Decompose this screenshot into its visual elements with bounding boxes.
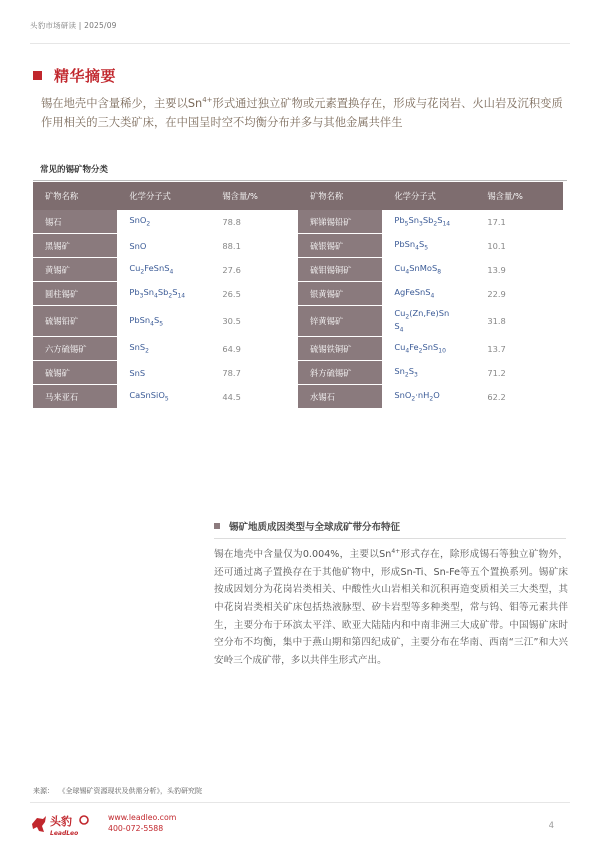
source-note (33, 786, 202, 796)
chemical-formula-cell: $Pb_5Sn_3Sb_2S_{14}$ (382, 210, 475, 234)
chemical-formula-cell: $PbSn_4S_5$ (382, 234, 475, 258)
source-label: 来源： (33, 787, 54, 795)
section-title (33, 65, 116, 86)
table-row (33, 337, 563, 361)
tin-content-cell: 13.7 (475, 337, 563, 361)
chemical-formula-cell: SnS$_2$ (117, 337, 210, 361)
contact-info (108, 812, 176, 834)
feature-divider (214, 538, 566, 539)
table-row (33, 210, 563, 234)
tin-content-cell: 64.9 (210, 337, 298, 361)
mineral-name-cell: 水锡石 (298, 385, 382, 409)
chemical-formula-cell: $Cu_2(Zn,Fe)Sn$ $S_4$ (382, 306, 475, 337)
table-row (33, 306, 563, 337)
mineral-name-cell: 辉锑锡铅矿 (298, 210, 382, 234)
feature-paragraph (214, 543, 568, 669)
table-row (33, 282, 563, 306)
tin-content-cell: 10.1 (475, 234, 563, 258)
header-cell-formula: 化学分子式 (382, 182, 475, 210)
tin-content-cell: 88.1 (210, 234, 298, 258)
tin-content-cell: 44.5 (210, 385, 298, 409)
tin-content-cell: 78.7 (210, 361, 298, 385)
mineral-name-cell: 硫锡铅矿 (33, 306, 117, 337)
mineral-name-cell: 黑锡矿 (33, 234, 117, 258)
tin-content-cell: 30.5 (210, 306, 298, 337)
mineral-name-cell: 硫锡铁铜矿 (298, 337, 382, 361)
chemical-formula-cell: SnO$_2$ (117, 210, 210, 234)
header-cell-mineral-name: 矿物名称 (33, 182, 117, 210)
summary-superscript: 4+ (202, 96, 213, 104)
tin-content-cell: 17.1 (475, 210, 563, 234)
table-row (33, 258, 563, 282)
header-cell-tin-content: 锡含量/% (210, 182, 298, 210)
source-text: 《全球锡矿资源现状及供需分析》，头豹研究院 (58, 787, 202, 795)
table-caption: 常见的锡矿物分类 (40, 165, 109, 175)
chemical-formula-cell: $Pb_3Sn_4Sb_2S_{14}$ (117, 282, 210, 306)
chemical-formula-cell: $Cu_4SnMoS_8$ (382, 258, 475, 282)
chemical-formula-cell: $PbSn_4S_5$ (117, 306, 210, 337)
leadleo-logo (31, 811, 99, 837)
tin-content-cell: 31.8 (475, 306, 563, 337)
header-divider (30, 43, 570, 44)
running-header: 头豹市场研读 | 2025/09 (30, 21, 117, 30)
footer-divider (30, 802, 570, 803)
tin-content-cell: 13.9 (475, 258, 563, 282)
caption-divider (33, 180, 567, 181)
website-link[interactable]: www.leadleo.com (108, 813, 177, 822)
logo-text: 头豹 (50, 815, 72, 828)
mineral-name-cell: 六方硫锡矿 (33, 337, 117, 361)
table-row (33, 385, 563, 409)
chemical-formula-cell: CaSnSiO$_5$ (117, 385, 210, 409)
summary-text-before: 锡在地壳中含量稀少，主要以Sn (41, 96, 203, 110)
chemical-formula-cell: $Sn_2S_3$ (382, 361, 475, 385)
phone-number: 400-072-5588 (108, 824, 164, 833)
mineral-name-cell: 黄锡矿 (33, 258, 117, 282)
feature-text-after: 形式存在，除形成锡石等独立矿物外，还可通过离子置换存在于其他矿物中，形成Sn-Ti、Sn-Fe等五个置换系列。锡矿床按成因划分为花岗岩类相关、中酸性火山岩相关和沉积再造变质相关三大类型，其中花岗岩类相关矿床包括热液脉型、矽卡岩型等多种类型，常与钨、钼等元素共伴生，主要分布于环滨太平洋、欧亚大陆陆内和中南非洲三大成矿带。中国锡矿床时空分布不均衡，集中于燕山期和第四纪成矿，主要分布在华南、西南“三江”和大兴安岭三个成矿带，多以共伴生形式产出。 (214, 549, 568, 666)
header-cell-tin-content: 锡含量/% (475, 182, 563, 210)
mineral-name-cell: 硫锡矿 (33, 361, 117, 385)
tin-content-cell: 22.9 (475, 282, 563, 306)
table-body (33, 210, 563, 409)
tin-content-cell: 78.8 (210, 210, 298, 234)
page-number: 4 (548, 821, 554, 831)
chemical-formula-cell: $Cu_2FeSnS_4$ (117, 258, 210, 282)
feature-text-before: 锡在地壳中含量仅为0.004%，主要以Sn (214, 549, 392, 561)
tin-content-cell: 26.5 (210, 282, 298, 306)
chemical-formula-cell: AgFeSnS$_4$ (382, 282, 475, 306)
chemical-formula-cell: $Cu_4Fe_2SnS_{10}$ (382, 337, 475, 361)
summary-text-after: 形式通过独立矿物或元素置换存在，形成与花岗岩、火山岩及沉积变质作用相关的三大类矿床，在中国呈时空不均衡分布并多与其他金属共伴生 (41, 96, 563, 129)
mineral-name-cell: 马来亚石 (33, 385, 117, 409)
table-header-row (33, 182, 563, 210)
mineral-name-cell: 硫钼锡铜矿 (298, 258, 382, 282)
mineral-name-cell: 锡石 (33, 210, 117, 234)
summary-paragraph (41, 91, 566, 132)
feature-heading-text: 锡矿地质成因类型与全球成矿带分布特征 (229, 522, 401, 533)
chemical-formula-cell: SnS (117, 361, 210, 385)
section-title-text: 精华摘要 (54, 67, 117, 85)
mineral-name-cell: 锌黄锡矿 (298, 306, 382, 337)
table-row (33, 234, 563, 258)
tin-minerals-table (33, 182, 563, 409)
mineral-name-cell: 斜方硫锡矿 (298, 361, 382, 385)
feature-heading (214, 519, 400, 533)
leopard-mark-icon (32, 816, 46, 832)
chemical-formula-cell: $SnO_2\cdot nH_2O$ (382, 385, 475, 409)
feature-superscript: 4+ (391, 548, 401, 555)
header-cell-mineral-name: 矿物名称 (298, 182, 382, 210)
logo-subtext: LeadLeo (50, 830, 79, 837)
tin-content-cell: 27.6 (210, 258, 298, 282)
tin-content-cell: 62.2 (475, 385, 563, 409)
chemical-formula-cell: SnO (117, 234, 210, 258)
tin-content-cell: 71.2 (475, 361, 563, 385)
header-cell-formula: 化学分子式 (117, 182, 210, 210)
mineral-name-cell: 银黄锡矿 (298, 282, 382, 306)
title-marker-icon (33, 71, 42, 80)
table-row (33, 361, 563, 385)
heading-marker-icon (214, 523, 220, 529)
logo-e-mark-icon (80, 816, 88, 824)
mineral-name-cell: 圆柱锡矿 (33, 282, 117, 306)
mineral-name-cell: 硫银锡矿 (298, 234, 382, 258)
